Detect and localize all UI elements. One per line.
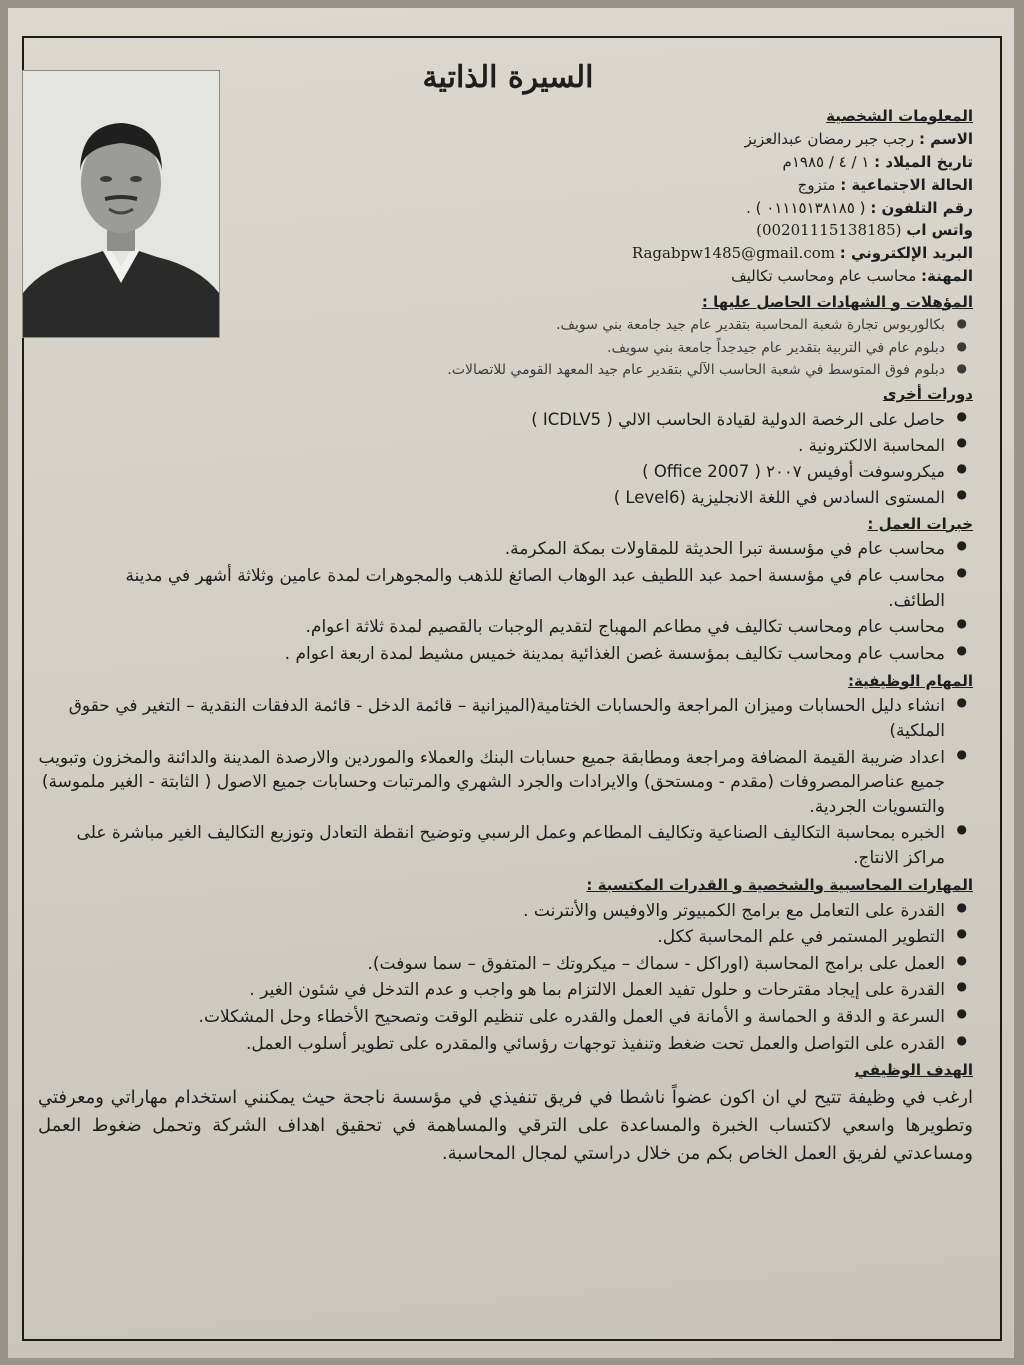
list-item: ● المحاسبة الالكترونية . — [218, 434, 945, 458]
marital-label: الحالة الاجتماعية : — [840, 175, 973, 194]
objective-heading: الهدف الوظيفي — [854, 1061, 973, 1080]
experience-section — [98, 514, 973, 667]
job-label: المهنة: — [921, 266, 973, 285]
courses-list — [218, 408, 973, 510]
email-value: Ragabpw1485@gmail.com — [631, 244, 835, 262]
phone-row — [278, 198, 973, 220]
job-row — [278, 266, 973, 288]
list-item: ● القدره على التواصل والعمل تحت ضغط وتنفيذ توجهات رؤسائي والمقدره على تطوير أسلوب العمل. — [78, 1032, 945, 1057]
list-item: ● بكالوريوس تجارة شعبة المحاسبة بتقدير عام جيد جامعة بني سويف. — [278, 315, 945, 335]
qualifications-heading: المؤهلات و الشهادات الحاصل عليها : — [701, 292, 973, 311]
duties-list — [38, 694, 973, 870]
list-item: ● التطوير المستمر في علم المحاسبة ككل. — [78, 925, 945, 950]
objective-text: ارغب في وظيفة تتيح لي ان اكون عضواً ناشطا في فريق تنفيذي في مؤسسة ناجحة حيث يمكنني استخدام مهاراتي ومعرفتي وتطويرها واسعي لاكتساب الخبرة والمساعدة على الترقي والمساهمة في تحقيق اهداف الشركة وتحمل ضغوط العمل ومساعدتي لفريق العمل الخاص بكم من خلال دراستي لمجال المحاسبة. — [38, 1087, 973, 1164]
objective-section — [38, 1060, 973, 1167]
marital-row — [278, 175, 973, 197]
list-item: ● السرعة و الدقة و الحماسة و الأمانة في العمل والقدره على تنظيم الوقت وتصحيح الأخطاء وحل المشكلات. — [78, 1005, 945, 1030]
courses-heading: دورات أخرى — [882, 385, 973, 404]
cv-document — [38, 44, 978, 1334]
list-item: ● محاسب عام ومحاسب تكاليف بمؤسسة غصن الغذائية بمدينة خميس مشيط لمدة اربعة اعوام . — [98, 642, 945, 667]
list-item: ● محاسب عام في مؤسسة احمد عبد اللطيف عبد الوهاب الصائغ للذهب والمجوهرات لمدة عامين وثلاثة أشهر في مدينة الطائف. — [98, 564, 945, 613]
whatsapp-row — [278, 220, 973, 242]
phone-value: ( ٠١١١٥١٣٨١٨٥ ) . — [746, 198, 866, 217]
experience-list — [98, 537, 973, 666]
list-item: ● ميكروسوفت أوفيس ٢٠٠٧ ( Office 2007 ) — [218, 460, 945, 484]
list-item: ● اعداد ضريبة القيمة المضافة ومراجعة ومطابقة جميع حسابات البنك والعملاء والموردين والارصدة المدينة والدائنة والمخزون وتبويب جميع عناصرالمصروفات (مقدم - ومستحق) والايرادات والجرد الشهري والمرتبات وحسابات جميع الاصول ( الثابتة - الغير ملموسة) والتسويات الجردية. — [38, 746, 945, 820]
experience-heading: خبرات العمل : — [867, 514, 973, 533]
list-item: ● القدرة على التعامل مع برامج الكمبيوتر والاوفيس والأنترنت . — [78, 899, 945, 924]
list-item: ● العمل على برامج المحاسبة (اوراكل - سماك – ميكروتك – المتفوق – سما سوفت). — [78, 952, 945, 977]
personal-info-heading: المعلومات الشخصية — [826, 106, 973, 125]
list-item: ● محاسب عام في مؤسسة تبرا الحديثة للمقاولات بمكة المكرمة. — [98, 537, 945, 562]
skills-list — [78, 899, 973, 1057]
list-item: ● انشاء دليل الحسابات وميزان المراجعة والحسابات الختامية(الميزانية – قائمة الدخل - قائمة الدفقات النقدية – التغير في حقوق الملكية) — [38, 694, 945, 743]
whatsapp-value: (00201115138185) — [756, 221, 902, 240]
paper-sheet — [8, 8, 1014, 1358]
birth-row — [278, 152, 973, 174]
list-item: ● الخبره بمحاسبة التكاليف الصناعية وتكاليف المطاعم وعمل الرسبي وتوضيح انقطة التعادل وتوزيع التكاليف الغير مباشرة على مراكز الانتاج. — [38, 821, 945, 870]
name-label: الاسم : — [918, 130, 973, 149]
list-item: ● دبلوم عام في التربية بتقدير عام جيدجداً جامعة بني سويف. — [278, 338, 945, 358]
courses-section — [218, 384, 973, 509]
cv-title: السيرة الذاتية — [422, 60, 594, 95]
job-value: محاسب عام ومحاسب تكاليف — [731, 266, 917, 285]
marital-value: متزوج — [797, 175, 836, 194]
list-item: ● القدرة على إيجاد مقترحات و حلول تفيد العمل الالتزام بما هو واجب و عدم التدخل في شئون الغير . — [78, 978, 945, 1003]
phone-label: رقم التلفون : — [870, 198, 973, 217]
name-value: رجب جبر رمضان عبدالعزيز — [744, 130, 915, 149]
skills-section — [78, 875, 973, 1057]
whatsapp-label: واتس اب — [906, 221, 973, 240]
qualifications-list — [278, 315, 973, 380]
duties-heading: المهام الوظيفية: — [847, 671, 973, 690]
skills-heading: المهارات المحاسبية والشخصية و القدرات المكتسبة : — [586, 875, 973, 894]
birth-value: ١ / ٤ / ١٩٨٥م — [782, 153, 870, 171]
list-item: ● دبلوم فوق المتوسط في شعبة الحاسب الآلي بتقدير عام جيد المعهد القومي للاتصالات. — [278, 360, 945, 380]
name-row — [278, 129, 973, 151]
list-item: ● المستوى السادس في اللغة الانجليزية (Level6 ) — [218, 486, 945, 510]
duties-section — [38, 671, 973, 871]
birth-label: تاريخ الميلاد : — [874, 153, 973, 171]
list-item: ● محاسب عام ومحاسب تكاليف في مطاعم المهباج لتقديم الوجبات بالقصيم لمدة ثلاثة اعوام. — [98, 615, 945, 640]
personal-info-section — [278, 106, 973, 381]
list-item: ● حاصل على الرخصة الدولية لقيادة الحاسب الالي ( ICDLV5 ) — [218, 408, 945, 432]
email-label: البريد الإلكتروني : — [839, 244, 973, 262]
email-row — [278, 243, 973, 265]
